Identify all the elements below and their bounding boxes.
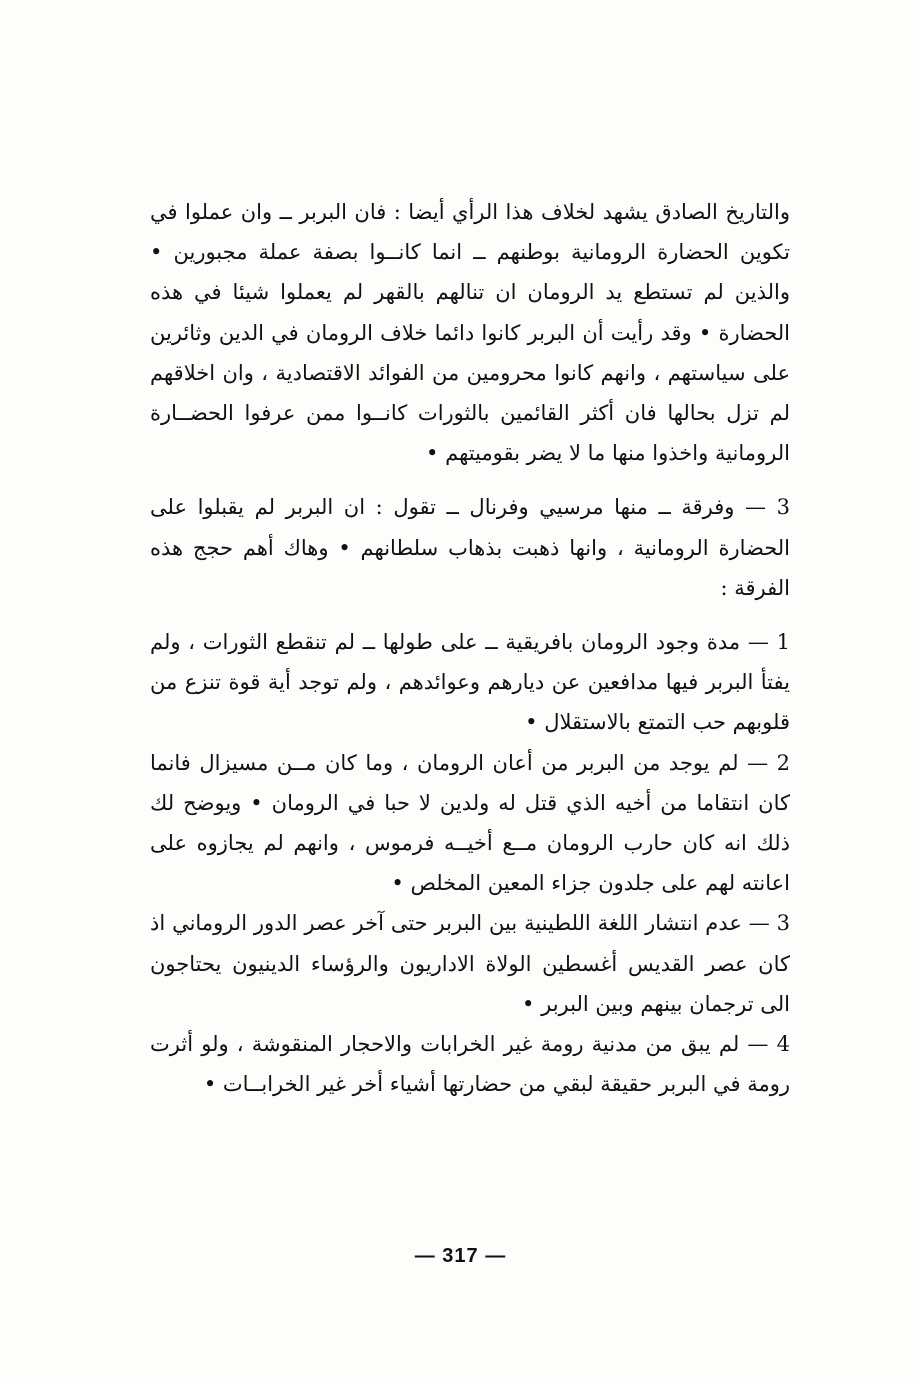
paragraph-argument-1: 1 — مدة وجود الرومان بافريقية ــ على طولها ــ لم تنقطع الثورات ، ولم يفتأ البربر فيها مدافعين عن ديارهم وعوائدهم ، ولم توجد أية قوة تنزع من قلوبهم حب التمتع بالاستقلال • bbox=[150, 630, 790, 735]
paragraph-argument-2: 2 — لم يوجد من البربر من أعان الرومان ، وما كان مــن مسيزال فانما كان انتقاما من أخيه الذي قتل له ولدين لا حبا في الرومان • ويوضح لك ذلك انه كان حارب الرومان مــع أخيــه فرموس ، وانهم لم يجازوه على اعانته لهم على جلدون جزاء المعين المخلص • bbox=[150, 750, 790, 896]
paragraph-argument-3: 3 — عدم انتشار اللغة اللطينية بين البربر حتى آخر عصر الدور الروماني اذ كان عصر القديس أغسطين الولاة الاداريون والرؤساء الدينيون يحتاجون الى ترجمان بينهم وبين البربر • bbox=[150, 911, 790, 1016]
paragraph-argument-4: 4 — لم يبق من مدنية رومة غير الخرابات والاحجار المنقوشة ، ولو أثرت رومة في البربر حقيقة لبقي من حضارتها أشياء أخر غير الخرابــات • bbox=[150, 1032, 790, 1097]
page-number: — 317 — bbox=[414, 1245, 507, 1267]
paragraph-intro: والتاريخ الصادق يشهد لخلاف هذا الرأي أيضا : فان البربر ــ وان عملوا في تكوين الحضارة الرومانية بوطنهم ــ انما كانــوا بصفة عملة مجبورين • والذين لم تستطع يد الرومان ان تنالهم بالقهر لم يعملوا شيئا في هذه الحضارة • وقد رأيت أن البربر كانوا دائما خلاف الرومان في الدين وثائرين على سياستهم ، وانهم كانوا محرومين من الفوائد الاقتصادية ، وان اخلاقهم لم تزل بحالها فان أكثر القائمين بالثورات كانــوا ممن عرفوا الحضــارة الرومانية واخذوا منها ما لا يضر بقوميتهم • bbox=[150, 200, 790, 466]
paragraph-third-group: 3 — وفرقة ــ منها مرسيي وفرنال ــ تقول : ان البربر لم يقبلوا على الحضارة الرومانية ، وانها ذهبت بذهاب سلطانهم • وهاك أهم حجج هذه الفرقة : bbox=[150, 495, 790, 600]
body-text bbox=[150, 192, 790, 1104]
